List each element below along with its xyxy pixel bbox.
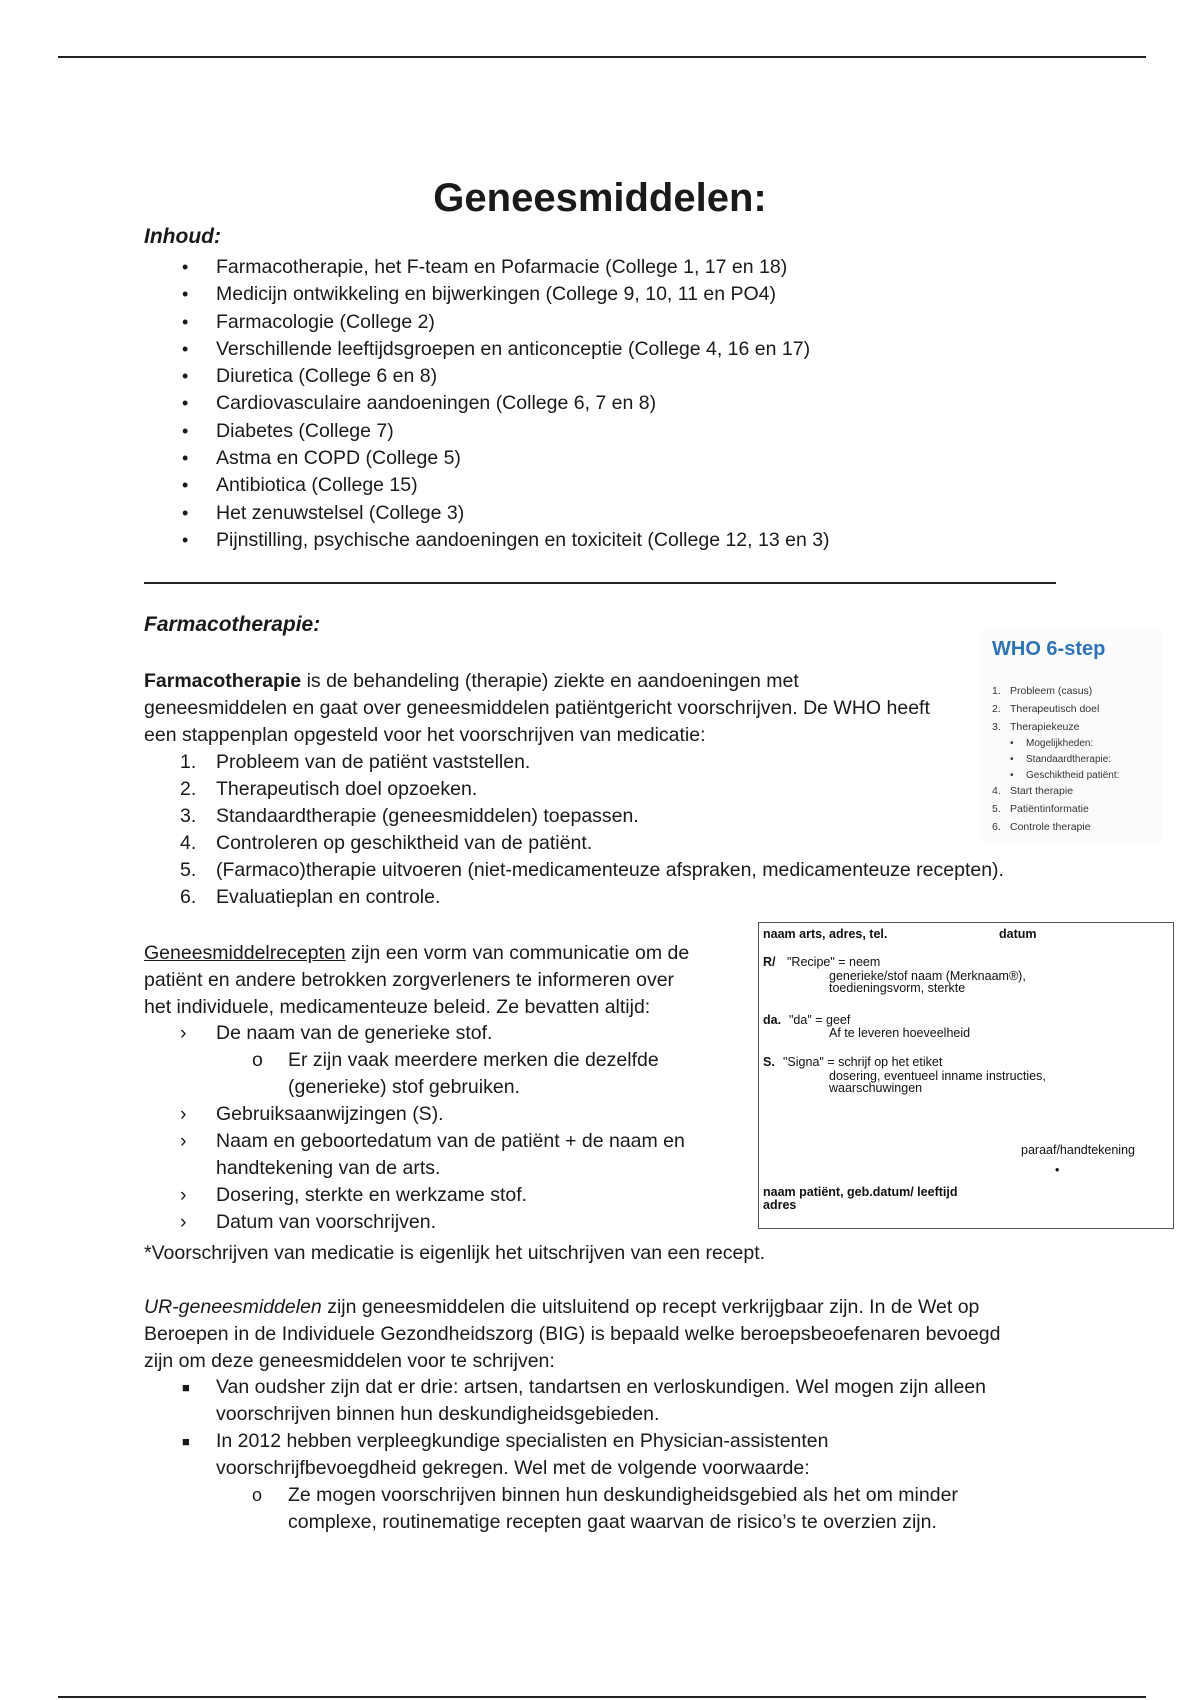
list-item: • Antibiotica (College 15) bbox=[144, 472, 944, 499]
step-text: Evaluatieplan en controle. bbox=[216, 886, 441, 908]
recipe-r-label: R/ bbox=[763, 955, 776, 969]
item-text: Van oudsher zijn dat er drie: artsen, tandartsen en verloskundigen. Wel mogen zijn alleen bbox=[216, 1376, 986, 1398]
top-rule bbox=[58, 56, 1146, 58]
chevron-right-icon: › bbox=[180, 1184, 187, 1206]
step-number: 4. bbox=[180, 832, 197, 854]
step-number: 5. bbox=[992, 803, 1001, 815]
list-item bbox=[992, 700, 1162, 718]
step-number: 6. bbox=[992, 821, 1001, 833]
intro-text: Beroepen in de Individuele Gezondheidszorg (BIG) is bepaald welke beroepsbeoefenaren bevoegd bbox=[144, 1323, 1001, 1345]
ur-prescribers-list bbox=[144, 1374, 1044, 1536]
step-text: Therapeutisch doel bbox=[1010, 703, 1100, 715]
list-item bbox=[144, 1074, 744, 1101]
who-6-step-figure bbox=[980, 630, 1162, 842]
step-text: Therapiekeuze bbox=[1010, 721, 1080, 733]
item-text: Datum van voorschrijven. bbox=[216, 1211, 437, 1233]
recept-footnote: *Voorschrijven van medicatie is eigenlijk het uitschrijven van een recept. bbox=[144, 1242, 766, 1264]
recipe-signature-dot: • bbox=[1055, 1163, 1060, 1177]
list-item: • Diabetes (College 7) bbox=[144, 418, 944, 445]
item-text: Naam en geboortedatum van de patiënt + de naam en bbox=[216, 1130, 685, 1152]
toc-list bbox=[144, 254, 944, 554]
intro-text: een stappenplan opgesteld voor het voorschrijven van medicatie: bbox=[144, 724, 706, 746]
step-number: 4. bbox=[992, 785, 1001, 797]
recipe-da-line: "da" = geef bbox=[789, 1013, 851, 1027]
list-item bbox=[144, 749, 1064, 776]
item-text: handtekening van de arts. bbox=[216, 1157, 441, 1179]
step-number: 6. bbox=[180, 886, 197, 908]
step-text: Standaardtherapie (geneesmiddelen) toepassen. bbox=[216, 805, 639, 827]
step-text: Controle therapie bbox=[1010, 821, 1091, 833]
list-item: • Farmacotherapie, het F-team en Pofarmacie (College 1, 17 en 18) bbox=[144, 254, 944, 281]
intro-text: het individuele, medicamenteuze beleid. Ze bevatten altijd: bbox=[144, 996, 651, 1018]
list-item bbox=[992, 818, 1162, 836]
square-bullet-icon: ■ bbox=[182, 1380, 190, 1395]
chevron-right-icon: › bbox=[180, 1211, 187, 1233]
bullet-icon: • bbox=[1010, 754, 1014, 765]
step-number: 3. bbox=[180, 805, 197, 827]
recipe-r-line: generieke/stof naam (Merknaam®), bbox=[829, 969, 1026, 983]
recepten-intro bbox=[144, 940, 744, 1021]
list-item bbox=[144, 1047, 744, 1074]
farmacotherapie-intro bbox=[144, 668, 984, 749]
recipe-footer: naam patiënt, geb.datum/ leeftijd bbox=[763, 1185, 958, 1199]
item-text: (generieke) stof gebruiken. bbox=[288, 1076, 520, 1098]
recipe-da-line: Af te leveren hoeveelheid bbox=[829, 1026, 971, 1040]
recipe-r-line: "Recipe" = neem bbox=[787, 955, 881, 969]
chevron-right-icon: › bbox=[180, 1130, 187, 1152]
list-item bbox=[144, 1128, 744, 1155]
section-divider bbox=[144, 582, 1056, 584]
who-figure-list bbox=[992, 682, 1162, 736]
list-item bbox=[144, 1155, 744, 1182]
intro-text: patiënt en andere betrokken zorgverleners te informeren over bbox=[144, 969, 675, 991]
list-item bbox=[144, 857, 1064, 884]
step-text: Therapeutisch doel opzoeken. bbox=[216, 778, 478, 800]
step-text: Start therapie bbox=[1010, 785, 1074, 797]
who-figure-title: WHO 6-step bbox=[992, 638, 1106, 660]
list-item: • Farmacologie (College 2) bbox=[144, 309, 944, 336]
list-item bbox=[144, 1401, 1044, 1428]
item-text: complexe, routinematige recepten gaat waarvan de risico’s te overzien zijn. bbox=[288, 1511, 937, 1533]
intro-text: zijn geneesmiddelen die uitsluitend op recept verkrijgbaar zijn. In de Wet op bbox=[321, 1296, 980, 1318]
list-item bbox=[144, 1374, 1044, 1401]
list-item bbox=[144, 1509, 1044, 1536]
step-text: Standaardtherapie: bbox=[1026, 754, 1112, 765]
step-text: (Farmaco)therapie uitvoeren (niet-medicamenteuze afspraken, medicamenteuze recepten). bbox=[216, 859, 1004, 881]
list-item bbox=[992, 718, 1162, 736]
bottom-rule bbox=[58, 1696, 1146, 1698]
item-text: voorschrijven binnen hun deskundigheidsgebieden. bbox=[216, 1403, 660, 1425]
recept-contents-list bbox=[144, 1020, 744, 1236]
list-item bbox=[992, 682, 1162, 700]
step-number: 1. bbox=[180, 751, 197, 773]
recipe-r-line: toedieningsvorm, sterkte bbox=[829, 981, 966, 995]
recipe-header-right: datum bbox=[999, 927, 1037, 941]
step-text: Probleem van de patiënt vaststellen. bbox=[216, 751, 531, 773]
list-item bbox=[144, 1101, 744, 1128]
list-item: • Medicijn ontwikkeling en bijwerkingen (College 9, 10, 11 en PO4) bbox=[144, 281, 944, 308]
chevron-right-icon: › bbox=[180, 1022, 187, 1044]
list-item: • Diuretica (College 6 en 8) bbox=[144, 363, 944, 390]
list-item bbox=[144, 884, 1064, 911]
step-text: Probleem (casus) bbox=[1010, 685, 1093, 697]
item-text: In 2012 hebben verpleegkundige specialisten en Physician-assistenten bbox=[216, 1430, 829, 1452]
list-item: • Het zenuwstelsel (College 3) bbox=[144, 500, 944, 527]
circle-bullet-icon: o bbox=[252, 1485, 263, 1505]
term-geneesmiddelrecepten: Geneesmiddelrecepten bbox=[144, 942, 346, 964]
intro-text: is de behandeling (therapie) ziekte en aandoeningen met bbox=[301, 670, 799, 692]
list-item bbox=[144, 776, 1064, 803]
item-text: Gebruiksaanwijzingen (S). bbox=[216, 1103, 444, 1125]
ur-intro bbox=[144, 1294, 1104, 1375]
step-text: Geschiktheid patiënt: bbox=[1026, 770, 1120, 781]
intro-text: zijn om deze geneesmiddelen voor te schrijven: bbox=[144, 1350, 555, 1372]
list-item bbox=[992, 752, 1162, 768]
recipe-s-line: "Signa" = schrijf op het etiket bbox=[783, 1055, 943, 1069]
list-item: • Cardiovasculaire aandoeningen (College 6, 7 en 8) bbox=[144, 390, 944, 417]
chevron-right-icon: › bbox=[180, 1103, 187, 1125]
step-number: 1. bbox=[992, 685, 1001, 697]
step-text: Mogelijkheden: bbox=[1026, 738, 1094, 749]
item-text: Ze mogen voorschrijven binnen hun deskundigheidsgebied als het om minder bbox=[288, 1484, 958, 1506]
recipe-da-label: da. bbox=[763, 1013, 782, 1027]
recipe-header-left: naam arts, adres, tel. bbox=[763, 927, 888, 941]
item-text: De naam van de generieke stof. bbox=[216, 1022, 493, 1044]
recipe-footer: adres bbox=[763, 1198, 797, 1212]
step-text: Patiëntinformatie bbox=[1010, 803, 1089, 815]
section-heading-farmacotherapie: Farmacotherapie: bbox=[144, 613, 321, 636]
list-item bbox=[144, 1455, 1044, 1482]
list-item: • Astma en COPD (College 5) bbox=[144, 445, 944, 472]
list-item bbox=[144, 1482, 1044, 1509]
page-title: Geneesmiddelen: bbox=[433, 176, 767, 220]
toc-heading: Inhoud: bbox=[144, 225, 221, 248]
who-figure-sublist bbox=[992, 736, 1162, 784]
list-item bbox=[144, 803, 1064, 830]
who-steps-list bbox=[144, 749, 1064, 911]
item-text: Dosering, sterkte en werkzame stof. bbox=[216, 1184, 528, 1206]
recipe-s-line: waarschuwingen bbox=[829, 1081, 923, 1095]
list-item bbox=[144, 830, 1064, 857]
recipe-s-label: S. bbox=[763, 1055, 775, 1069]
recipe-signature: paraaf/handtekening bbox=[1021, 1143, 1135, 1157]
step-number: 3. bbox=[992, 721, 1001, 733]
step-text: Controleren op geschiktheid van de patiënt. bbox=[216, 832, 593, 854]
item-text: Er zijn vaak meerdere merken die dezelfde bbox=[288, 1049, 659, 1071]
step-number: 2. bbox=[180, 778, 197, 800]
list-item bbox=[144, 1428, 1044, 1455]
circle-bullet-icon: o bbox=[252, 1049, 263, 1071]
list-item: • Verschillende leeftijdsgroepen en anticonceptie (College 4, 16 en 17) bbox=[144, 336, 944, 363]
step-number: 2. bbox=[992, 703, 1001, 715]
square-bullet-icon: ■ bbox=[182, 1434, 190, 1449]
term-farmacotherapie: Farmacotherapie bbox=[144, 670, 302, 692]
intro-text: zijn een vorm van communicatie om de bbox=[345, 942, 690, 964]
list-item bbox=[144, 1182, 744, 1209]
list-item bbox=[144, 1209, 744, 1236]
who-figure-list-continued bbox=[992, 782, 1162, 836]
term-ur-geneesmiddelen: UR-geneesmiddelen bbox=[144, 1296, 322, 1318]
list-item bbox=[144, 1020, 744, 1047]
recipe-figure bbox=[758, 922, 1174, 1229]
list-item bbox=[992, 782, 1162, 800]
list-item bbox=[992, 800, 1162, 818]
list-item bbox=[992, 736, 1162, 752]
list-item: • Pijnstilling, psychische aandoeningen en toxiciteit (College 12, 13 en 3) bbox=[144, 527, 944, 554]
step-number: 5. bbox=[180, 859, 197, 881]
intro-text: geneesmiddelen en gaat over geneesmiddelen patiëntgericht voorschrijven. De WHO heeft bbox=[144, 697, 930, 719]
item-text: voorschrijfbevoegdheid gekregen. Wel met de volgende voorwaarde: bbox=[216, 1457, 810, 1479]
recipe-s-line: dosering, eventueel inname instructies, bbox=[829, 1069, 1046, 1083]
bullet-icon: • bbox=[1010, 738, 1014, 749]
bullet-icon: • bbox=[1010, 770, 1014, 781]
